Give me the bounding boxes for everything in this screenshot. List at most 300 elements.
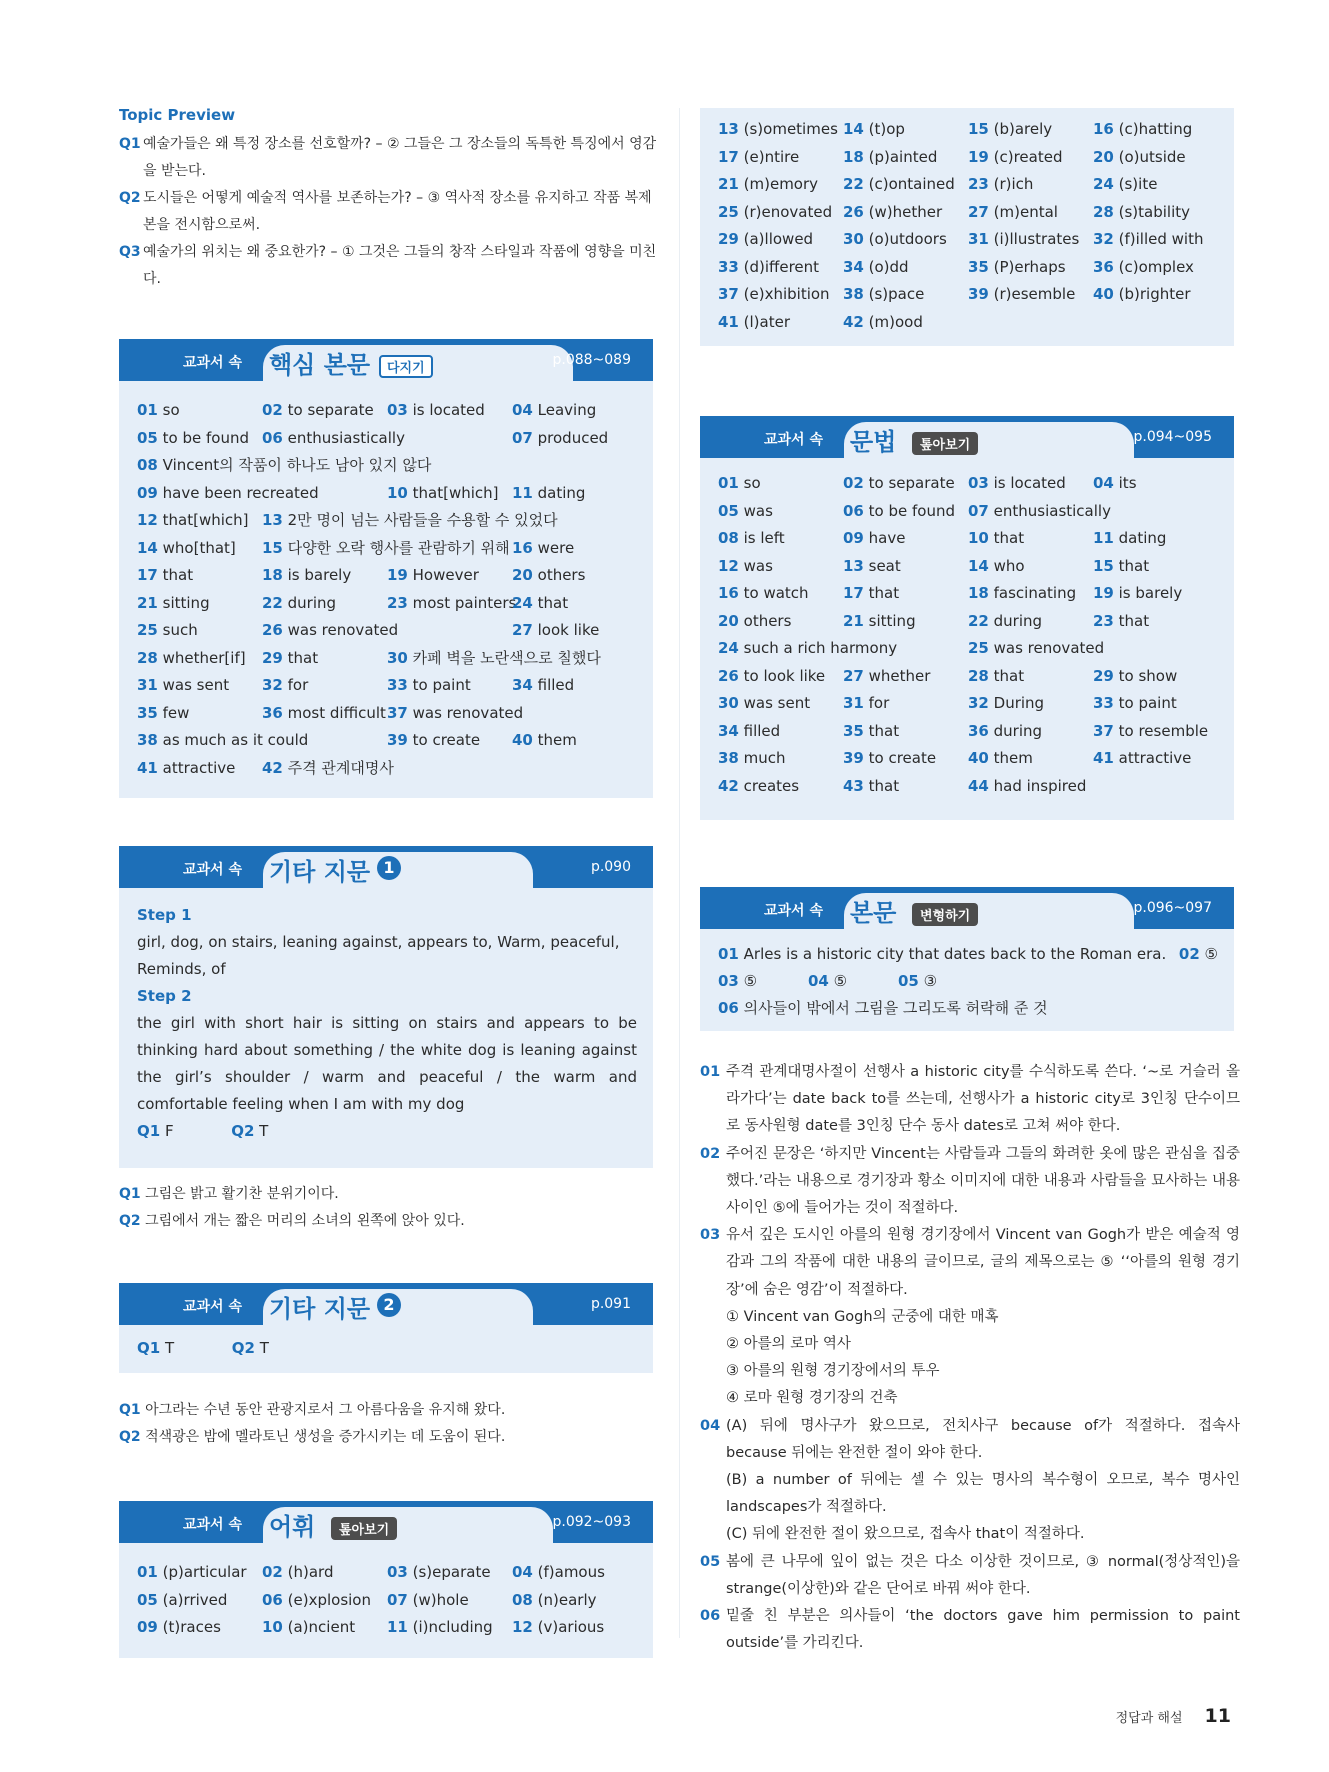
answer-text: is located: [988, 474, 1066, 492]
answer-item: [137, 755, 235, 782]
answer-text: (m)emory: [738, 175, 819, 193]
answer-number: 40: [968, 749, 989, 767]
explanation-number: 04: [700, 1417, 721, 1434]
answer-text: Leaving: [532, 401, 597, 419]
transform-content: [718, 941, 1218, 1022]
answer-number: 15: [1093, 556, 1114, 575]
answer-item: [718, 718, 780, 745]
answer-item: [262, 617, 398, 644]
answer-item: [137, 1559, 247, 1586]
answer-number: 41: [1093, 749, 1114, 767]
explanations: [700, 1059, 1240, 1657]
answer-number: 41: [137, 758, 158, 777]
note-text: 그림에서 개는 짧은 머리의 소녀의 왼쪽에 앉아 있다.: [145, 1213, 465, 1229]
answer-item: [1093, 226, 1203, 253]
answer-item: [843, 608, 916, 635]
answer-item: [718, 663, 825, 690]
answer-item: [1093, 580, 1182, 607]
answer-number: 34: [718, 721, 739, 740]
answer-number: 44: [968, 776, 989, 795]
other1-notes: [119, 1181, 653, 1235]
answer-item: [512, 617, 599, 644]
grammar-header: [700, 416, 1234, 458]
section-prefix: 교과서 속: [183, 862, 242, 878]
section-number-badge: 1: [377, 856, 401, 880]
answer-text: was renovated: [407, 703, 524, 722]
answer-number: 30: [387, 648, 408, 667]
explanation-text: 밑줄 친 부분은 의사들이 ‘the doctors gave him permission to paint outside’를 가리킨다.: [726, 1608, 1240, 1652]
page-range: p.088~089: [552, 352, 631, 368]
answer-number: 03: [387, 401, 408, 419]
answer-text: (s)eparate: [407, 1563, 491, 1581]
answer-item: [718, 608, 791, 635]
answer-item: [262, 645, 318, 672]
answer-number: 04: [512, 401, 533, 419]
answer-item: [968, 226, 1079, 253]
answer-text: (m)ood: [863, 312, 923, 331]
vocab-header: [119, 1501, 653, 1543]
answer-number: 13: [262, 511, 283, 529]
answer-item: [137, 727, 308, 754]
answer-text: whether: [863, 666, 931, 685]
answer-number: 23: [387, 593, 408, 612]
answer-number: 32: [1093, 230, 1114, 248]
answer-text: is left: [738, 529, 785, 547]
answer-number: 36: [1093, 257, 1114, 276]
answer-text: (c)omplex: [1113, 257, 1194, 276]
answer-text: (s)pace: [863, 285, 925, 303]
answer-number: 11: [1093, 529, 1114, 547]
answer-text: during: [988, 611, 1043, 630]
answer-number: 27: [843, 666, 864, 685]
answer-number: 31: [843, 694, 864, 712]
answer-text: that: [282, 648, 319, 667]
explanation-text: ④ 로마 원형 경기장의 건축: [726, 1390, 898, 1407]
step2-label: Step 2: [137, 987, 192, 1005]
answer-number: 14: [968, 556, 989, 575]
answer-number: 25: [137, 621, 158, 639]
answer-number: 34: [512, 676, 533, 694]
answer-number: 01: [718, 474, 739, 492]
answer-number: 08: [512, 1590, 533, 1609]
answer-text: 2만 명이 넘는 사람들을 수용할 수 있었다: [282, 511, 558, 529]
answer-number: 12: [718, 556, 739, 575]
question-text: 예술가의 위치는 왜 중요한가? – ① 그것은 그들의 창작 스타일과 작품에 영향을 미친다.: [143, 244, 657, 287]
answer-item: [1093, 745, 1191, 772]
answer-item: [137, 700, 189, 727]
answer-number: 38: [718, 749, 739, 767]
q2-answer: T: [259, 1122, 269, 1140]
answer-item: [843, 553, 901, 580]
vocab-answers: [119, 1543, 653, 1658]
answer-item: [387, 397, 485, 424]
answer-text: is located: [407, 401, 485, 419]
answer-number: 01: [718, 945, 739, 963]
answer-item: [262, 535, 510, 562]
answer-text: (i)llustrates: [988, 230, 1080, 248]
answer-item: [718, 525, 785, 552]
answer-text: produced: [532, 428, 609, 447]
answer-item: [718, 635, 897, 662]
answer-text: Vincent의 작품이 하나도 남아 있지 않다: [157, 456, 432, 474]
explanation-item: [700, 1549, 1240, 1603]
answer-number: 14: [137, 538, 158, 557]
answer-text: look like: [532, 621, 600, 639]
answer-number: 40: [1093, 285, 1114, 303]
answer-number: 09: [137, 483, 158, 502]
answer-text: that: [157, 566, 194, 584]
q1-label: Q1: [137, 1339, 161, 1357]
answer-number: 17: [843, 584, 864, 602]
answer-text: most painters: [407, 593, 517, 612]
answer-text: as much as it could: [157, 731, 309, 749]
explanation-text: ① Vincent van Gogh의 군중에 대한 매혹: [726, 1308, 999, 1325]
answer-text: is barely: [1113, 584, 1183, 602]
answer-number: 17: [137, 566, 158, 584]
answer-item: [1093, 281, 1191, 308]
answer-number: 25: [718, 202, 739, 221]
answer-number: 14: [843, 120, 864, 138]
answer-item: [137, 590, 210, 617]
answer-number: 24: [718, 639, 739, 657]
answer-number: 12: [512, 1618, 533, 1636]
answer-text: during: [282, 593, 337, 612]
answer-text: dating: [532, 483, 586, 502]
answer-text: was renovated: [988, 639, 1105, 657]
answer-text: that: [988, 529, 1025, 547]
explanation-text: ② 아를의 로마 역사: [726, 1336, 851, 1353]
answer-item: [262, 562, 351, 589]
other1-qa: [137, 1118, 637, 1145]
answer-item: [262, 700, 386, 727]
answer-item: [1093, 171, 1157, 198]
answer-text: enthusiastically: [988, 501, 1111, 520]
answer-text: (a)rrived: [157, 1590, 228, 1609]
answer-text: such: [157, 621, 198, 639]
answer-item: [1093, 254, 1194, 281]
answer-text: (t)races: [157, 1618, 221, 1636]
answer-number: 27: [512, 621, 533, 639]
answer-number: 05: [137, 1590, 158, 1609]
explanation-text: 봄에 큰 나무에 잎이 없는 것은 다소 이상한 것이므로, ③ normal(정상적인)을 strange(이상한)와 같은 단어로 바꿔 써야 한다.: [726, 1553, 1240, 1597]
answer-number: 08: [137, 456, 158, 474]
answer-text: (b)arely: [988, 120, 1053, 138]
answer-text: during: [988, 721, 1043, 740]
answer-text: (P)erhaps: [988, 257, 1066, 276]
answer-number: 27: [968, 202, 989, 221]
q1-label: Q1: [137, 1122, 161, 1140]
answer-text: to create: [407, 731, 481, 749]
answer-text: to paint: [1113, 694, 1177, 712]
section-title: 핵심 본문: [269, 351, 371, 379]
answer-number: 02: [1178, 945, 1200, 963]
answer-item: [1093, 553, 1149, 580]
answer-number: 39: [843, 749, 864, 767]
vocab-continued-answers: [700, 108, 1234, 346]
answer-number: 18: [843, 147, 864, 166]
other1-header: [119, 846, 653, 888]
answer-number: 20: [718, 611, 739, 630]
answer-number: 42: [262, 758, 283, 777]
explanation-text: 유서 깊은 도시인 아를의 원형 경기장에서 Vincent van Gogh가 받은 예술적 영감과 그의 작품에 대한 내용의 글이므로, 글의 제목으로는 ⑤ ‘‘아를의 원형 경기장’에 숨은 영감’이 적절하다.: [726, 1227, 1240, 1298]
answer-number: 28: [137, 648, 158, 667]
answer-text: (r)enovated: [738, 202, 833, 221]
answer-text: (l)ater: [738, 312, 790, 331]
answer-item: [843, 309, 923, 336]
footer-label: 정답과 해설: [1115, 1711, 1183, 1726]
answer-item: [512, 727, 577, 754]
answer-text: was renovated: [282, 621, 399, 639]
answer-text: that: [988, 666, 1025, 685]
answer-number: 31: [968, 230, 989, 248]
note-number: Q2: [119, 1429, 141, 1445]
answer-text: (b)righter: [1113, 285, 1191, 303]
answer-text: Arles is a historic city that dates back to the Roman era.: [743, 945, 1167, 963]
answer-text: have: [863, 529, 906, 547]
answer-text: to resemble: [1113, 721, 1209, 740]
answer-number: 03: [968, 474, 989, 492]
answer-text: to be found: [863, 501, 955, 520]
page-footer: [1116, 1705, 1231, 1727]
answer-text: However: [407, 566, 479, 584]
answer-text: for: [863, 694, 890, 712]
answer-item: [262, 755, 394, 782]
page-range: p.096~097: [1133, 900, 1212, 916]
explanation-item: [700, 1222, 1240, 1304]
answer-item: [137, 397, 180, 424]
answer-item: [262, 1614, 355, 1641]
answer-number: 29: [1093, 666, 1114, 685]
answer-item: [262, 1587, 371, 1614]
answer-number: 33: [387, 676, 408, 694]
answer-text: such a rich harmony: [738, 639, 898, 657]
section-prefix: 교과서 속: [183, 1299, 242, 1315]
explanation-number: 05: [700, 1553, 721, 1570]
answer-number: 43: [843, 776, 864, 795]
answer-text: (p)articular: [157, 1563, 247, 1581]
answer-number: 20: [512, 566, 533, 584]
answer-item: [387, 480, 499, 507]
answer-item: [843, 226, 947, 253]
answer-text: others: [532, 566, 586, 584]
answer-number: 29: [262, 648, 283, 667]
answer-item: [262, 590, 336, 617]
answer-number: 13: [843, 556, 864, 575]
answer-text: (o)utdoors: [863, 230, 947, 248]
explanation-number: 03: [700, 1227, 721, 1244]
answer-item: [137, 1614, 221, 1641]
answer-number: 30: [718, 694, 739, 712]
answer-item: [718, 745, 786, 772]
answer-item: [137, 1587, 227, 1614]
answer-item: [512, 535, 574, 562]
answer-number: 04: [512, 1563, 533, 1581]
answer-text: have been recreated: [157, 483, 319, 502]
answer-number: 10: [387, 483, 408, 502]
answer-number: 07: [512, 428, 533, 447]
answer-number: 41: [718, 312, 739, 331]
answer-item: [968, 116, 1052, 143]
answer-number: 21: [843, 611, 864, 630]
section-tag: 톺아보기: [912, 432, 978, 455]
answer-item: [968, 498, 1111, 525]
answer-text: to be found: [157, 428, 249, 447]
explanation-item: [700, 1413, 1240, 1467]
answer-text: them: [532, 731, 577, 749]
answer-number: 16: [1093, 120, 1114, 138]
answer-item: [718, 498, 773, 525]
answer-item: [512, 397, 596, 424]
answer-number: 35: [137, 703, 158, 722]
answer-number: 01: [137, 401, 158, 419]
answer-item: [512, 425, 608, 452]
answer-item: [718, 690, 810, 717]
explanation-text: 주어진 문장은 ‘하지만 Vincent는 사람들과 그들의 화려한 옷에 많은 관심을 집중했다.’라는 내용으로 경기장과 황소 이미지에 대한 내용과 사람들을 묘사하는 내용 사이인 ⑤에 들어가는 것이 적절하다.: [726, 1145, 1240, 1217]
explanation-item: [700, 1059, 1240, 1141]
answer-item: [137, 672, 229, 699]
answer-item: [137, 425, 249, 452]
answer-item: [843, 525, 905, 552]
answer-number: 09: [843, 529, 864, 547]
answer-item: [718, 171, 818, 198]
answer-number: 25: [968, 639, 989, 657]
answer-item: [262, 1559, 333, 1586]
answer-item: [968, 171, 1033, 198]
answer-text: most difficult: [282, 703, 386, 722]
question-number: Q1: [119, 136, 141, 152]
q1-answer: F: [164, 1122, 174, 1140]
answer-number: 07: [387, 1590, 408, 1609]
answer-number: 06: [262, 428, 283, 447]
grammar-answers: [700, 458, 1234, 820]
explanation-item: [700, 1358, 1240, 1385]
q1-answer: T: [164, 1339, 175, 1357]
answer-text: to watch: [738, 584, 809, 602]
answer-number: 33: [718, 257, 739, 276]
answer-number: 39: [968, 285, 989, 303]
answer-item: [843, 171, 955, 198]
answer-text: (w)hether: [863, 202, 943, 221]
answer-item: [137, 645, 246, 672]
answer-item: [512, 1559, 605, 1586]
section-prefix: 교과서 속: [183, 1517, 242, 1533]
answer-item: [137, 507, 249, 534]
answer-text: to separate: [863, 474, 955, 492]
section-title: 기타 지문: [269, 858, 371, 886]
answer-item: [718, 116, 838, 143]
answer-item: [843, 663, 930, 690]
answer-item: [387, 590, 516, 617]
answer-text: 카페 벽을 노란색으로 칠했다: [407, 648, 601, 667]
answer-text: is barely: [282, 566, 352, 584]
answer-text: ⑤: [833, 972, 848, 990]
answer-number: 17: [718, 147, 739, 166]
answer-text: few: [157, 703, 190, 722]
answer-text: them: [988, 749, 1033, 767]
other1-answers: [119, 888, 653, 1168]
answer-number: 29: [718, 230, 739, 248]
answer-text: enthusiastically: [282, 428, 405, 447]
step2-text: the girl with short hair is sitting on stairs and appears to be thinking hard about something / the white dog is leaning against the girl’s shoulder / warm and peaceful / the warm and comfortable feeling when I am with my dog: [137, 1014, 637, 1113]
other2-notes: [119, 1397, 653, 1451]
answer-text: (i)ncluding: [407, 1618, 493, 1636]
explanation-item: [700, 1467, 1240, 1521]
page-range: p.091: [590, 1296, 631, 1312]
section-title: 본문: [850, 899, 897, 927]
answer-number: 15: [968, 120, 989, 138]
answer-number: 36: [968, 721, 989, 740]
answer-number: 23: [968, 175, 989, 193]
answer-item: [1093, 199, 1190, 226]
answer-number: 38: [843, 285, 864, 303]
topic-preview-q1: [119, 131, 659, 185]
answer-item: [387, 645, 601, 672]
section-prefix: 교과서 속: [183, 355, 242, 371]
explanation-text: (A) 뒤에 명사구가 왔으므로, 전치사구 because of가 적절하다. 접속사 because 뒤에는 완전한 절이 와야 한다.: [726, 1417, 1240, 1461]
page-range: p.090: [590, 859, 631, 875]
answer-item: [843, 773, 899, 800]
answer-item: [512, 672, 574, 699]
transform-answers: [700, 929, 1234, 1031]
answer-text: ⑤: [1204, 945, 1218, 963]
answer-item: [137, 480, 319, 507]
answer-item: [968, 525, 1024, 552]
note-number: Q1: [119, 1402, 141, 1418]
q2-label: Q2: [231, 1339, 255, 1357]
other1-content: [137, 902, 637, 1145]
explanation-text: ③ 아를의 원형 경기장에서의 투우: [726, 1363, 940, 1380]
answer-number: 07: [968, 501, 989, 520]
answer-text: (m)ental: [988, 202, 1058, 221]
answer-item: [1093, 690, 1177, 717]
answer-item: [843, 144, 937, 171]
answer-text: ⑤: [743, 972, 758, 990]
answer-number: 10: [262, 1618, 283, 1636]
section-tag: 톺아보기: [331, 1517, 397, 1540]
answer-text: to separate: [282, 401, 374, 419]
answer-text: seat: [863, 556, 901, 575]
answer-text: that: [1113, 611, 1150, 630]
note-text: 아그라는 수년 동안 관광지로서 그 아름다움을 유지해 왔다.: [145, 1402, 506, 1418]
answer-item: [262, 425, 405, 452]
section-number-badge: 2: [377, 1293, 401, 1317]
explanation-item: [700, 1331, 1240, 1358]
answer-text: (h)ard: [282, 1563, 334, 1581]
explanation-item: [700, 1385, 1240, 1412]
answer-item: [512, 1614, 604, 1641]
answer-text: (o)utside: [1113, 147, 1186, 166]
answer-number: 37: [1093, 721, 1114, 740]
answer-number: 09: [137, 1618, 158, 1636]
answer-text: that: [863, 721, 900, 740]
answer-text: much: [738, 749, 786, 767]
answer-number: 22: [262, 593, 283, 612]
answer-item: [718, 580, 809, 607]
answer-number: 20: [1093, 147, 1114, 166]
answer-text: (f)illed with: [1113, 230, 1204, 248]
answer-number: 02: [843, 474, 864, 492]
q2-answer: T: [259, 1339, 269, 1357]
section-tag: 변형하기: [912, 903, 978, 926]
answer-item: [968, 718, 1042, 745]
answer-item: [843, 745, 936, 772]
answer-number: 33: [1093, 694, 1114, 712]
explanation-number: 01: [700, 1064, 721, 1080]
answer-number: 19: [1093, 584, 1114, 602]
answer-text: (p)ainted: [863, 147, 938, 166]
explanation-text: 주격 관계대명사절이 선행사 a historic city를 수식하도록 쓴다. ‘~로 거슬러 올라가다’는 date back to를 쓰는데, 선행사가 a historic city로 3인칭 단수이므로 동사원형 date를 3인칭 단수 동사 dates로 고쳐 써야 한다.: [726, 1064, 1240, 1135]
topic-preview-q2: [119, 185, 659, 239]
